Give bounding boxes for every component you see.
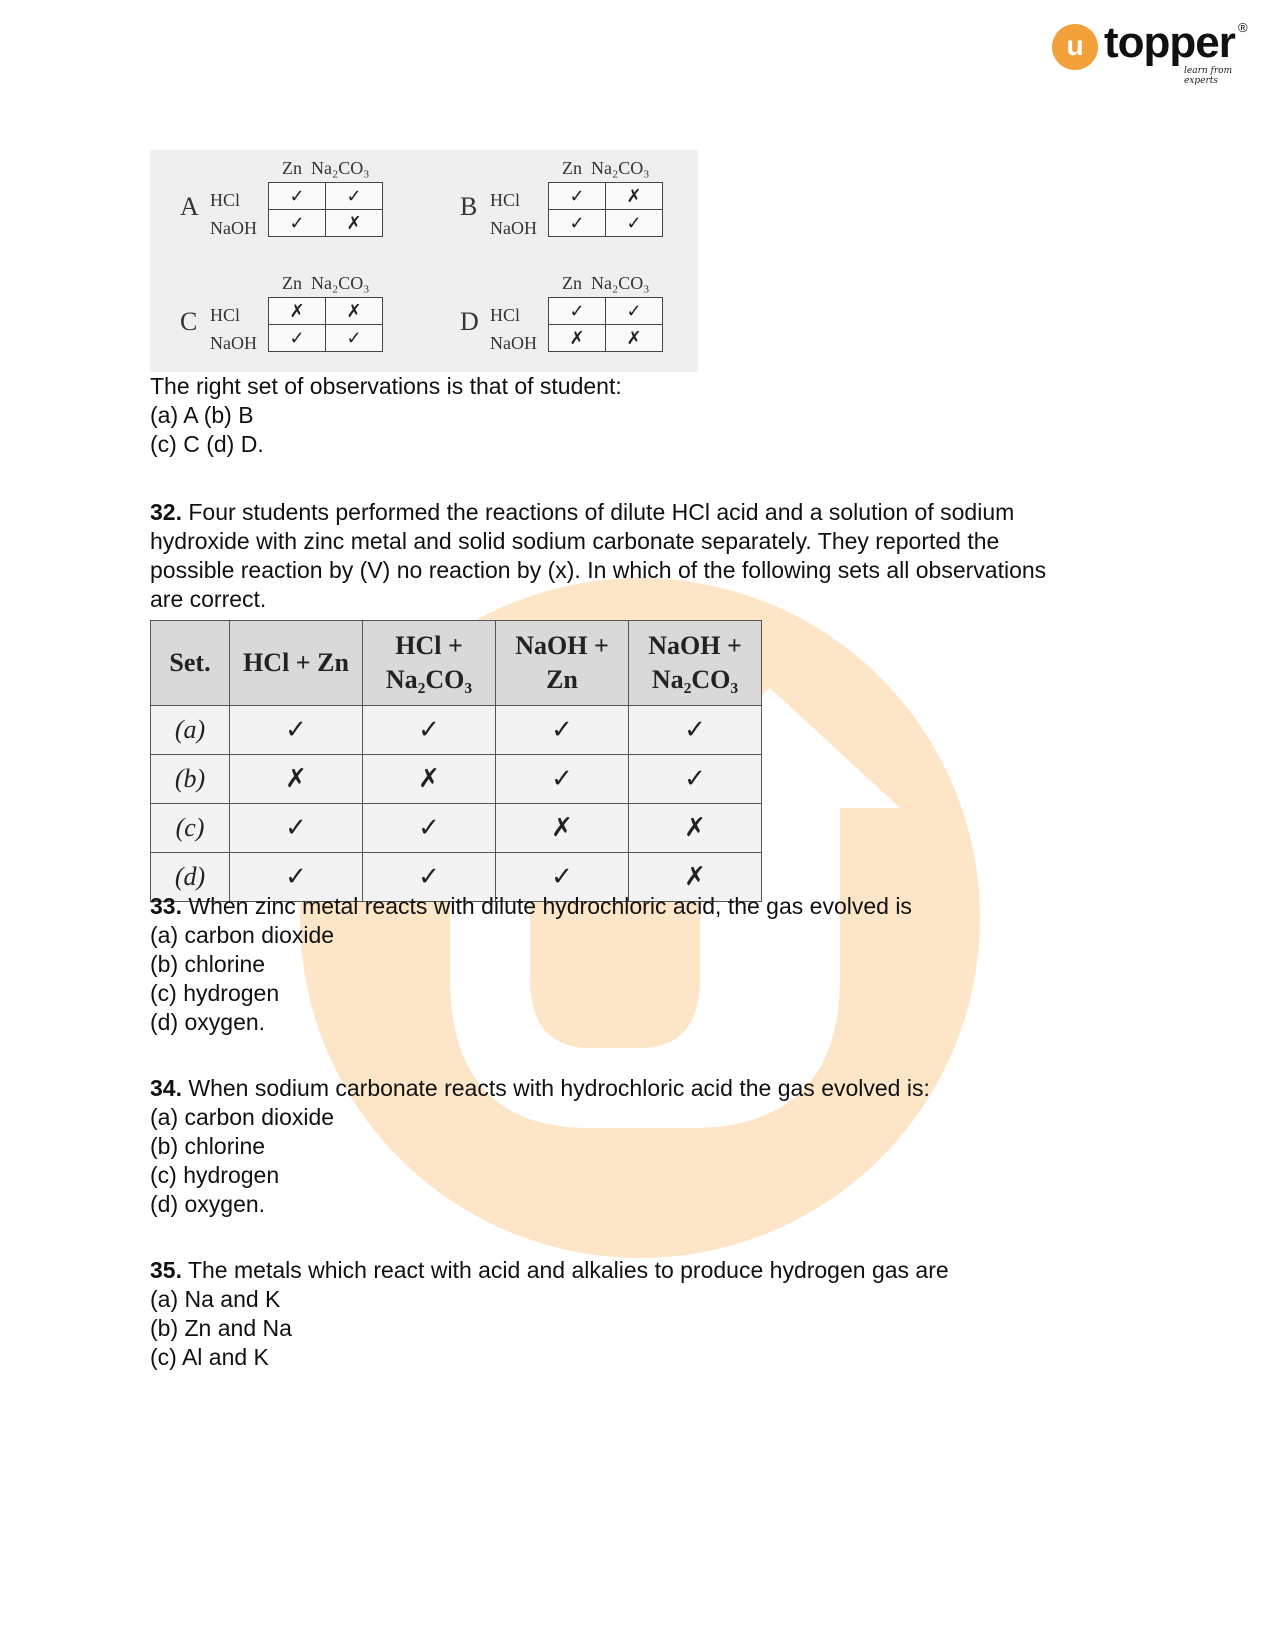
q33-option-c: (c) hydrogen [150, 980, 280, 1006]
cell-mark: ✓ [363, 804, 496, 853]
q31-options-2: (c) C (d) D. [150, 431, 264, 457]
set-label: (a) [151, 706, 230, 755]
student-label: D [460, 307, 479, 336]
student-b-table [430, 150, 680, 250]
cell-mark: ✓ [230, 853, 363, 902]
q33-stem: 33. When zinc metal reacts with dilute hydrochloric acid, the gas evolved is [150, 893, 912, 919]
header-naoh-zn: NaOH + Zn [496, 621, 629, 706]
header-hcl-na2co3: HCl + Na₂CO₃ [363, 621, 496, 706]
row-label: HCl [210, 305, 241, 325]
question-number: 33. [150, 893, 182, 919]
q33-option-a: (a) carbon dioxide [150, 922, 335, 948]
question-number: 32. [150, 499, 182, 525]
cell-mark: ✗ [496, 804, 629, 853]
q34-option-d: (d) oxygen. [150, 1191, 266, 1217]
q32-stem-line-1: 32. Four students performed the reactions of dilute HCl acid and a solution of sodium [150, 499, 1015, 525]
q35-option-c: (c) Al and K [150, 1344, 269, 1370]
cell-mark: ✓ [496, 755, 629, 804]
set-label: (c) [151, 804, 230, 853]
q33-option-d: (d) oxygen. [150, 1009, 266, 1035]
question-number: 34. [150, 1075, 182, 1101]
header-hcl-zn: HCl + Zn [230, 621, 363, 706]
q31-stem: The right set of observations is that of student: [150, 373, 622, 399]
q35-option-b: (b) Zn and Na [150, 1315, 292, 1341]
table-row [151, 804, 762, 853]
row-label: NaOH [210, 218, 257, 238]
cell-mark: ✓ [629, 755, 762, 804]
student-d-table [430, 265, 680, 365]
obs-grid: ✓ ✓ ✗ ✗ [548, 297, 663, 352]
obs-grid: ✓ ✗ ✓ ✓ [548, 182, 663, 237]
logo-tagline: learn from experts [1184, 66, 1233, 86]
column-headers: Zn Na₂CO₃ [282, 158, 370, 178]
q34-option-b: (b) chlorine [150, 1133, 266, 1159]
cell-mark: ✓ [629, 706, 762, 755]
q34-option-c: (c) hydrogen [150, 1162, 280, 1188]
topper-logo [1052, 18, 1252, 86]
q34-option-a: (a) carbon dioxide [150, 1104, 335, 1130]
student-label: B [460, 192, 478, 221]
q34-stem: 34. When sodium carbonate reacts with hydrochloric acid the gas evolved is: [150, 1075, 930, 1101]
logo-registered: ® [1238, 20, 1248, 35]
row-label: NaOH [490, 218, 537, 238]
question-number: 35. [150, 1257, 182, 1283]
column-headers: Zn Na₂CO₃ [562, 158, 650, 178]
logo-wordmark: topper [1104, 18, 1235, 67]
logo-mark-icon: u [1052, 24, 1098, 70]
row-label: NaOH [210, 333, 257, 353]
cell-mark: ✓ [496, 853, 629, 902]
cell-mark: ✓ [363, 853, 496, 902]
header-naoh-na2co3: NaOH + Na₂CO₃ [629, 621, 762, 706]
cell-mark: ✗ [629, 853, 762, 902]
cell-mark: ✗ [230, 755, 363, 804]
obs-grid: ✓ ✓ ✓ ✗ [268, 182, 383, 237]
obs-grid: ✗ ✗ ✓ ✓ [268, 297, 383, 352]
cell-mark: ✗ [629, 804, 762, 853]
student-a-table [150, 150, 400, 250]
q35-option-a: (a) Na and K [150, 1286, 281, 1312]
q33-option-b: (b) chlorine [150, 951, 266, 977]
column-headers: Zn Na₂CO₃ [282, 273, 370, 293]
cell-mark: ✗ [363, 755, 496, 804]
table-row [151, 755, 762, 804]
row-label: HCl [490, 305, 521, 325]
row-label: NaOH [490, 333, 537, 353]
header-set: Set. [151, 621, 230, 706]
set-label: (b) [151, 755, 230, 804]
q35-stem: 35. The metals which react with acid and alkalies to produce hydrogen gas are [150, 1257, 949, 1283]
q32-stem-line-3: possible reaction by (V) no reaction by (x). In which of the following sets all observations [150, 557, 1047, 583]
student-c-table [150, 265, 400, 365]
observation-figure [150, 150, 698, 372]
q31-options-1: (a) A (b) B [150, 402, 254, 428]
row-label: HCl [490, 190, 521, 210]
cell-mark: ✓ [496, 706, 629, 755]
table-row [151, 706, 762, 755]
student-label: C [180, 307, 198, 336]
q32-stem-line-2: hydroxide with zinc metal and solid sodium carbonate separately. They reported the [150, 528, 1000, 554]
row-label: HCl [210, 190, 241, 210]
student-label: A [180, 192, 199, 221]
column-headers: Zn Na₂CO₃ [562, 273, 650, 293]
q32-observation-table [150, 620, 762, 902]
cell-mark: ✓ [363, 706, 496, 755]
set-label: (d) [151, 853, 230, 902]
q32-stem-line-4: are correct. [150, 586, 267, 612]
cell-mark: ✓ [230, 804, 363, 853]
cell-mark: ✓ [230, 706, 363, 755]
